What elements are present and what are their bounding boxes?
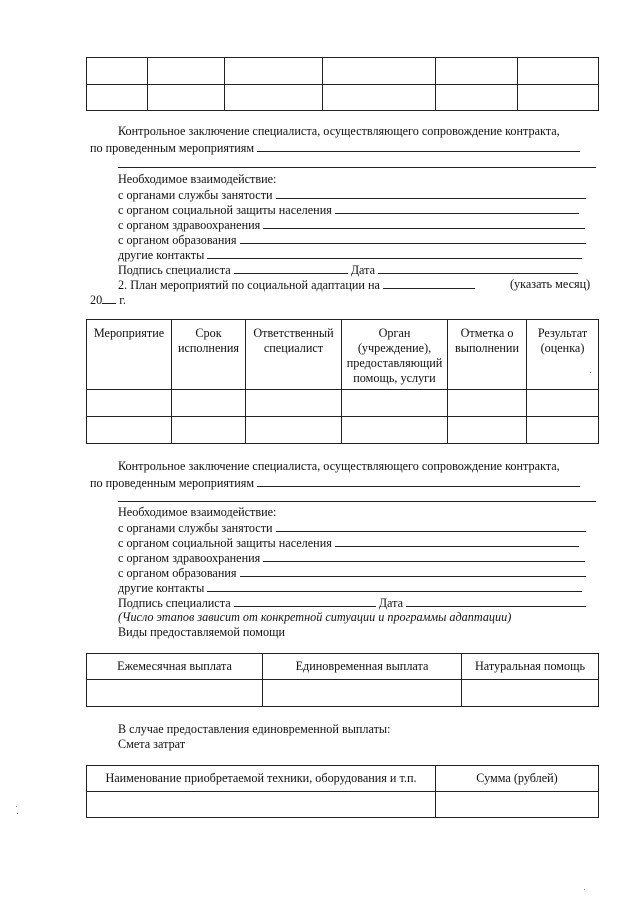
table-cell[interactable] [246,390,342,417]
health-field-b[interactable] [263,550,585,562]
interaction-title: Необходимое взаимодействие: [118,172,277,186]
table-cell[interactable] [527,417,599,444]
plan-month-field[interactable] [383,277,475,289]
other-field[interactable] [207,247,582,259]
employment-field[interactable] [276,187,586,199]
conclusion-extra-line-b[interactable] [118,501,596,502]
date-field[interactable] [378,262,578,274]
estimate-label: Смета затрат [118,737,186,751]
social-row [118,202,579,218]
conclusion-line-1: Контрольное заключение специалиста, осуществляющего сопровождение контракта, [118,124,560,138]
table-cell[interactable] [87,390,172,417]
header-mark: Отметка о выполнении [448,320,527,390]
top-continuation-table [86,57,599,111]
health-label: с органом здравоохранения [118,218,261,232]
education-row-b [118,565,586,581]
lump-sum-line: В случае предоставления единовременной выплаты: [118,722,391,736]
table-cell[interactable] [448,390,527,417]
table-cell[interactable] [87,417,172,444]
header-sum: Сумма (рублей) [436,766,599,792]
date-field-b[interactable] [406,595,586,607]
conclusion-label: по проведенным мероприятиям [90,141,255,155]
signature-label-b: Подпись специалиста [118,596,231,610]
table-cell[interactable] [87,85,148,111]
conclusion-field-b[interactable] [257,475,580,487]
table-cell[interactable] [87,680,263,707]
table-cell[interactable] [448,417,527,444]
table-cell[interactable] [323,85,436,111]
table-cell[interactable] [225,85,323,111]
table-cell[interactable] [436,85,518,111]
social-field-b[interactable] [335,535,579,547]
header-responsible: Ответственный специалист [246,320,342,390]
table-cell[interactable] [436,792,599,818]
health-row-b [118,550,585,566]
employment-field-b[interactable] [276,520,586,532]
conclusion-line-2 [90,140,598,156]
header-organ: Орган (учреждение), предоставляющий помощь, услуги [342,320,448,390]
conclusion-field[interactable] [257,140,580,152]
table-cell[interactable] [436,58,518,85]
signature-label: Подпись специалиста [118,263,231,277]
table-cell[interactable] [263,680,462,707]
table-cell[interactable] [172,417,246,444]
education-label: с органом образования [118,233,237,247]
plan-line-1 [118,277,475,293]
other-label-b: другие контакты [118,581,205,595]
estimate-table [86,765,599,818]
education-field[interactable] [240,232,586,244]
table-cell[interactable] [246,417,342,444]
scan-speck [584,889,585,890]
conclusion-extra-line[interactable] [118,167,596,168]
table-cell[interactable] [148,58,225,85]
year-prefix: 20 [90,293,103,307]
education-label-b: с органом образования [118,566,237,580]
table-cell[interactable] [342,390,448,417]
signature-row [118,262,578,278]
social-label-b: с органом социальной защиты населения [118,536,332,550]
social-field[interactable] [335,202,579,214]
year-field[interactable] [102,292,116,304]
employment-row-b [118,520,586,536]
signature-field[interactable] [234,262,348,274]
scan-speck [17,813,18,814]
social-row-b [118,535,579,551]
conclusion-line-1b: Контрольное заключение специалиста, осуществляющего сопровождение контракта, [118,459,560,473]
header-measure: Мероприятие [87,320,172,390]
help-types-table [86,653,599,707]
table-cell[interactable] [342,417,448,444]
header-monthly: Ежемесячная выплата [87,654,263,680]
table-cell[interactable] [148,85,225,111]
table-cell[interactable] [518,58,599,85]
date-label-b: Дата [378,596,403,610]
other-label: другие контакты [118,248,205,262]
header-equipment: Наименование приобретаемой техники, оборудования и т.п. [87,766,436,792]
scan-speck [16,806,17,807]
education-row [118,232,586,248]
table-cell[interactable] [172,390,246,417]
signature-row-b [118,595,586,611]
header-deadline: Срок исполнения [172,320,246,390]
signature-field-b[interactable] [234,595,376,607]
employment-label: с органами службы занятости [118,188,273,202]
health-field[interactable] [263,217,585,229]
other-row-b [118,580,582,596]
interaction-title-b: Необходимое взаимодействие: [118,505,277,519]
table-cell[interactable] [518,85,599,111]
conclusion-label-b: по проведенным мероприятиям [90,476,255,490]
scan-speck [590,372,591,373]
other-row [118,247,582,263]
social-label: с органом социальной защиты населения [118,203,332,217]
table-cell[interactable] [323,58,436,85]
employment-label-b: с органами службы занятости [118,521,273,535]
health-label-b: с органом здравоохранения [118,551,261,565]
education-field-b[interactable] [240,565,586,577]
table-cell[interactable] [225,58,323,85]
plan-label: 2. План мероприятий по социальной адаптации на [118,278,380,292]
year-suffix: г. [119,293,126,307]
table-cell[interactable] [527,390,599,417]
stages-note: (Число этапов зависит от конкретной ситуации и программы адаптации) [118,610,512,624]
conclusion-line-2b [90,475,580,491]
header-result: Результат (оценка) [527,320,599,390]
health-row [118,217,585,233]
adaptation-plan-table [86,319,599,444]
help-types-label: Виды предоставляемой помощи [118,625,286,639]
date-label: Дата [350,263,375,277]
table-cell[interactable] [87,792,436,818]
plan-hint: (указать месяц) [510,277,591,291]
table-cell[interactable] [462,680,599,707]
header-lump-sum: Единовременная выплата [263,654,462,680]
header-in-kind: Натуральная помощь [462,654,599,680]
other-field-b[interactable] [207,580,582,592]
employment-row [118,187,586,203]
plan-line-2 [90,292,126,308]
table-cell[interactable] [87,58,148,85]
